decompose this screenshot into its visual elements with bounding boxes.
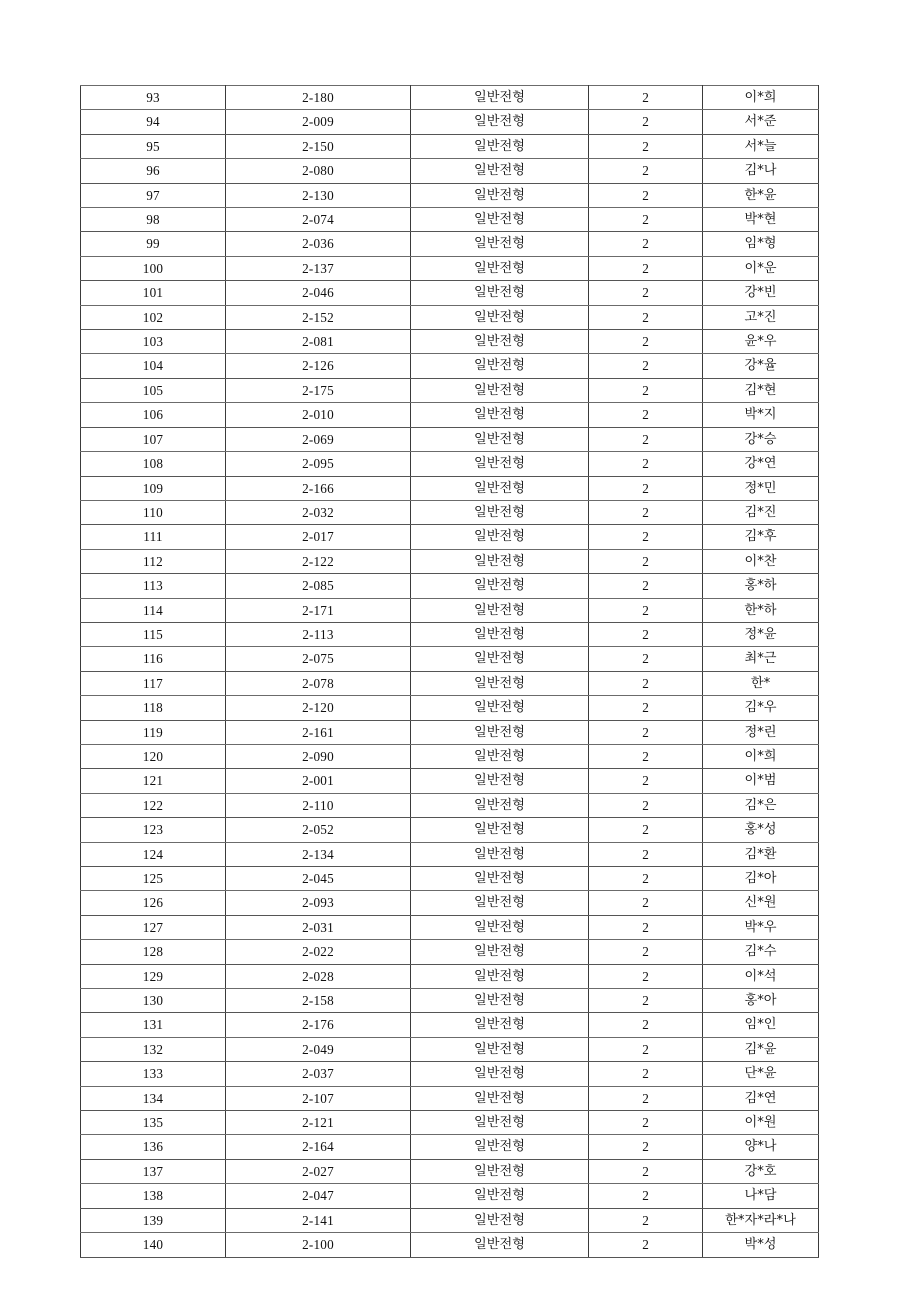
cell-grade-level: 2 xyxy=(589,1208,703,1232)
cell-applicant-name: 서*늘 xyxy=(703,134,819,158)
cell-grade-level: 2 xyxy=(589,305,703,329)
cell-admission-type: 일반전형 xyxy=(411,842,589,866)
table-row xyxy=(81,867,819,891)
cell-grade-level: 2 xyxy=(589,86,703,110)
table-row xyxy=(81,842,819,866)
cell-exam-number: 2-171 xyxy=(226,598,411,622)
cell-applicant-name: 김*현 xyxy=(703,378,819,402)
cell-sequence-number: 121 xyxy=(81,769,226,793)
cell-admission-type: 일반전형 xyxy=(411,1013,589,1037)
cell-admission-type: 일반전형 xyxy=(411,989,589,1013)
cell-sequence-number: 107 xyxy=(81,427,226,451)
table-row xyxy=(81,549,819,573)
cell-sequence-number: 99 xyxy=(81,232,226,256)
cell-applicant-name: 김*나 xyxy=(703,159,819,183)
cell-admission-type: 일반전형 xyxy=(411,1135,589,1159)
cell-sequence-number: 116 xyxy=(81,647,226,671)
cell-sequence-number: 95 xyxy=(81,134,226,158)
cell-admission-type: 일반전형 xyxy=(411,1086,589,1110)
cell-sequence-number: 132 xyxy=(81,1037,226,1061)
table-row xyxy=(81,427,819,451)
cell-sequence-number: 139 xyxy=(81,1208,226,1232)
cell-exam-number: 2-130 xyxy=(226,183,411,207)
cell-grade-level: 2 xyxy=(589,476,703,500)
cell-sequence-number: 93 xyxy=(81,86,226,110)
cell-grade-level: 2 xyxy=(589,525,703,549)
cell-admission-type: 일반전형 xyxy=(411,159,589,183)
cell-applicant-name: 이*희 xyxy=(703,744,819,768)
cell-applicant-name: 김*연 xyxy=(703,1086,819,1110)
cell-applicant-name: 박*지 xyxy=(703,403,819,427)
cell-exam-number: 2-080 xyxy=(226,159,411,183)
cell-applicant-name: 임*인 xyxy=(703,1013,819,1037)
cell-admission-type: 일반전형 xyxy=(411,696,589,720)
cell-sequence-number: 112 xyxy=(81,549,226,573)
table-row xyxy=(81,281,819,305)
cell-applicant-name: 강*빈 xyxy=(703,281,819,305)
cell-applicant-name: 한*윤 xyxy=(703,183,819,207)
cell-admission-type: 일반전형 xyxy=(411,818,589,842)
cell-applicant-name: 김*환 xyxy=(703,842,819,866)
table-row xyxy=(81,330,819,354)
cell-applicant-name: 한*자*라*나 xyxy=(703,1208,819,1232)
table-row xyxy=(81,793,819,817)
cell-exam-number: 2-047 xyxy=(226,1184,411,1208)
cell-sequence-number: 131 xyxy=(81,1013,226,1037)
table-row xyxy=(81,1208,819,1232)
cell-grade-level: 2 xyxy=(589,744,703,768)
cell-exam-number: 2-001 xyxy=(226,769,411,793)
cell-grade-level: 2 xyxy=(589,281,703,305)
cell-admission-type: 일반전형 xyxy=(411,86,589,110)
cell-applicant-name: 이*원 xyxy=(703,1111,819,1135)
cell-applicant-name: 홍*하 xyxy=(703,574,819,598)
cell-sequence-number: 120 xyxy=(81,744,226,768)
cell-sequence-number: 104 xyxy=(81,354,226,378)
table-row xyxy=(81,159,819,183)
cell-admission-type: 일반전형 xyxy=(411,940,589,964)
cell-exam-number: 2-085 xyxy=(226,574,411,598)
cell-grade-level: 2 xyxy=(589,1037,703,1061)
cell-admission-type: 일반전형 xyxy=(411,1184,589,1208)
cell-applicant-name: 최*근 xyxy=(703,647,819,671)
table-row xyxy=(81,525,819,549)
cell-sequence-number: 105 xyxy=(81,378,226,402)
cell-grade-level: 2 xyxy=(589,134,703,158)
table-row xyxy=(81,818,819,842)
table-row xyxy=(81,232,819,256)
cell-grade-level: 2 xyxy=(589,622,703,646)
cell-sequence-number: 118 xyxy=(81,696,226,720)
cell-sequence-number: 134 xyxy=(81,1086,226,1110)
cell-exam-number: 2-052 xyxy=(226,818,411,842)
cell-applicant-name: 김*은 xyxy=(703,793,819,817)
cell-admission-type: 일반전형 xyxy=(411,891,589,915)
cell-applicant-name: 김*후 xyxy=(703,525,819,549)
cell-applicant-name: 김*아 xyxy=(703,867,819,891)
cell-applicant-name: 정*린 xyxy=(703,720,819,744)
cell-grade-level: 2 xyxy=(589,1135,703,1159)
cell-sequence-number: 117 xyxy=(81,671,226,695)
cell-grade-level: 2 xyxy=(589,452,703,476)
table-row xyxy=(81,598,819,622)
table-row xyxy=(81,574,819,598)
table-row xyxy=(81,305,819,329)
table-row xyxy=(81,500,819,524)
cell-admission-type: 일반전형 xyxy=(411,915,589,939)
cell-admission-type: 일반전형 xyxy=(411,1159,589,1183)
cell-admission-type: 일반전형 xyxy=(411,232,589,256)
cell-applicant-name: 서*준 xyxy=(703,110,819,134)
cell-admission-type: 일반전형 xyxy=(411,744,589,768)
cell-exam-number: 2-152 xyxy=(226,305,411,329)
cell-applicant-name: 양*나 xyxy=(703,1135,819,1159)
cell-exam-number: 2-075 xyxy=(226,647,411,671)
cell-applicant-name: 강*연 xyxy=(703,452,819,476)
cell-exam-number: 2-009 xyxy=(226,110,411,134)
cell-grade-level: 2 xyxy=(589,647,703,671)
cell-applicant-name: 나*담 xyxy=(703,1184,819,1208)
cell-grade-level: 2 xyxy=(589,330,703,354)
cell-sequence-number: 133 xyxy=(81,1062,226,1086)
cell-admission-type: 일반전형 xyxy=(411,183,589,207)
cell-exam-number: 2-158 xyxy=(226,989,411,1013)
cell-applicant-name: 김*윤 xyxy=(703,1037,819,1061)
cell-exam-number: 2-049 xyxy=(226,1037,411,1061)
cell-applicant-name: 홍*성 xyxy=(703,818,819,842)
cell-grade-level: 2 xyxy=(589,183,703,207)
cell-sequence-number: 109 xyxy=(81,476,226,500)
table-row xyxy=(81,964,819,988)
cell-applicant-name: 정*민 xyxy=(703,476,819,500)
cell-exam-number: 2-045 xyxy=(226,867,411,891)
cell-grade-level: 2 xyxy=(589,964,703,988)
cell-admission-type: 일반전형 xyxy=(411,476,589,500)
cell-exam-number: 2-141 xyxy=(226,1208,411,1232)
cell-admission-type: 일반전형 xyxy=(411,671,589,695)
roster-table-container xyxy=(80,85,818,1258)
table-row xyxy=(81,476,819,500)
table-row xyxy=(81,134,819,158)
table-row xyxy=(81,354,819,378)
cell-exam-number: 2-180 xyxy=(226,86,411,110)
table-row xyxy=(81,671,819,695)
cell-exam-number: 2-161 xyxy=(226,720,411,744)
cell-applicant-name: 이*희 xyxy=(703,86,819,110)
table-row xyxy=(81,1086,819,1110)
cell-exam-number: 2-028 xyxy=(226,964,411,988)
cell-grade-level: 2 xyxy=(589,403,703,427)
cell-sequence-number: 110 xyxy=(81,500,226,524)
cell-exam-number: 2-032 xyxy=(226,500,411,524)
cell-sequence-number: 102 xyxy=(81,305,226,329)
cell-grade-level: 2 xyxy=(589,110,703,134)
cell-grade-level: 2 xyxy=(589,354,703,378)
cell-exam-number: 2-134 xyxy=(226,842,411,866)
cell-exam-number: 2-022 xyxy=(226,940,411,964)
cell-admission-type: 일반전형 xyxy=(411,330,589,354)
cell-admission-type: 일반전형 xyxy=(411,500,589,524)
cell-sequence-number: 111 xyxy=(81,525,226,549)
cell-grade-level: 2 xyxy=(589,915,703,939)
table-row xyxy=(81,1062,819,1086)
table-row xyxy=(81,1135,819,1159)
cell-exam-number: 2-027 xyxy=(226,1159,411,1183)
cell-applicant-name: 윤*우 xyxy=(703,330,819,354)
cell-grade-level: 2 xyxy=(589,769,703,793)
cell-admission-type: 일반전형 xyxy=(411,793,589,817)
cell-admission-type: 일반전형 xyxy=(411,647,589,671)
roster-table xyxy=(80,85,819,1258)
cell-exam-number: 2-046 xyxy=(226,281,411,305)
cell-grade-level: 2 xyxy=(589,256,703,280)
cell-sequence-number: 125 xyxy=(81,867,226,891)
table-row xyxy=(81,1013,819,1037)
cell-admission-type: 일반전형 xyxy=(411,598,589,622)
cell-exam-number: 2-122 xyxy=(226,549,411,573)
table-row xyxy=(81,86,819,110)
table-row xyxy=(81,696,819,720)
cell-sequence-number: 119 xyxy=(81,720,226,744)
cell-grade-level: 2 xyxy=(589,232,703,256)
cell-exam-number: 2-093 xyxy=(226,891,411,915)
roster-table-body xyxy=(81,86,819,1258)
cell-sequence-number: 96 xyxy=(81,159,226,183)
cell-applicant-name: 김*우 xyxy=(703,696,819,720)
cell-exam-number: 2-078 xyxy=(226,671,411,695)
cell-sequence-number: 115 xyxy=(81,622,226,646)
table-row xyxy=(81,891,819,915)
table-row xyxy=(81,256,819,280)
cell-grade-level: 2 xyxy=(589,696,703,720)
cell-admission-type: 일반전형 xyxy=(411,452,589,476)
table-row xyxy=(81,1184,819,1208)
table-row xyxy=(81,744,819,768)
cell-grade-level: 2 xyxy=(589,549,703,573)
cell-grade-level: 2 xyxy=(589,378,703,402)
cell-exam-number: 2-110 xyxy=(226,793,411,817)
cell-sequence-number: 122 xyxy=(81,793,226,817)
cell-sequence-number: 130 xyxy=(81,989,226,1013)
cell-applicant-name: 정*윤 xyxy=(703,622,819,646)
cell-grade-level: 2 xyxy=(589,1233,703,1257)
cell-applicant-name: 홍*아 xyxy=(703,989,819,1013)
cell-sequence-number: 98 xyxy=(81,208,226,232)
cell-sequence-number: 128 xyxy=(81,940,226,964)
cell-applicant-name: 강*호 xyxy=(703,1159,819,1183)
cell-exam-number: 2-081 xyxy=(226,330,411,354)
cell-admission-type: 일반전형 xyxy=(411,281,589,305)
cell-admission-type: 일반전형 xyxy=(411,867,589,891)
cell-applicant-name: 이*찬 xyxy=(703,549,819,573)
cell-applicant-name: 단*윤 xyxy=(703,1062,819,1086)
cell-admission-type: 일반전형 xyxy=(411,1233,589,1257)
cell-admission-type: 일반전형 xyxy=(411,208,589,232)
table-row xyxy=(81,452,819,476)
cell-sequence-number: 138 xyxy=(81,1184,226,1208)
table-row xyxy=(81,940,819,964)
cell-applicant-name: 임*형 xyxy=(703,232,819,256)
cell-admission-type: 일반전형 xyxy=(411,549,589,573)
cell-applicant-name: 박*현 xyxy=(703,208,819,232)
cell-admission-type: 일반전형 xyxy=(411,1208,589,1232)
cell-applicant-name: 고*진 xyxy=(703,305,819,329)
cell-grade-level: 2 xyxy=(589,793,703,817)
table-row xyxy=(81,403,819,427)
cell-admission-type: 일반전형 xyxy=(411,354,589,378)
cell-exam-number: 2-036 xyxy=(226,232,411,256)
cell-applicant-name: 박*우 xyxy=(703,915,819,939)
cell-grade-level: 2 xyxy=(589,1159,703,1183)
cell-applicant-name: 강*승 xyxy=(703,427,819,451)
table-row xyxy=(81,1233,819,1257)
cell-exam-number: 2-175 xyxy=(226,378,411,402)
cell-applicant-name: 이*운 xyxy=(703,256,819,280)
table-row xyxy=(81,208,819,232)
cell-grade-level: 2 xyxy=(589,208,703,232)
cell-sequence-number: 127 xyxy=(81,915,226,939)
cell-exam-number: 2-120 xyxy=(226,696,411,720)
cell-exam-number: 2-017 xyxy=(226,525,411,549)
table-row xyxy=(81,769,819,793)
cell-applicant-name: 한* xyxy=(703,671,819,695)
cell-grade-level: 2 xyxy=(589,989,703,1013)
cell-admission-type: 일반전형 xyxy=(411,378,589,402)
cell-exam-number: 2-010 xyxy=(226,403,411,427)
cell-sequence-number: 108 xyxy=(81,452,226,476)
table-row xyxy=(81,989,819,1013)
cell-applicant-name: 김*수 xyxy=(703,940,819,964)
table-row xyxy=(81,378,819,402)
cell-grade-level: 2 xyxy=(589,1111,703,1135)
cell-admission-type: 일반전형 xyxy=(411,769,589,793)
cell-sequence-number: 97 xyxy=(81,183,226,207)
cell-admission-type: 일반전형 xyxy=(411,305,589,329)
table-row xyxy=(81,720,819,744)
cell-admission-type: 일반전형 xyxy=(411,1037,589,1061)
cell-sequence-number: 113 xyxy=(81,574,226,598)
cell-grade-level: 2 xyxy=(589,720,703,744)
cell-sequence-number: 136 xyxy=(81,1135,226,1159)
table-row xyxy=(81,1037,819,1061)
cell-sequence-number: 103 xyxy=(81,330,226,354)
cell-grade-level: 2 xyxy=(589,842,703,866)
cell-exam-number: 2-166 xyxy=(226,476,411,500)
cell-sequence-number: 135 xyxy=(81,1111,226,1135)
cell-exam-number: 2-031 xyxy=(226,915,411,939)
table-row xyxy=(81,183,819,207)
cell-grade-level: 2 xyxy=(589,891,703,915)
cell-sequence-number: 124 xyxy=(81,842,226,866)
cell-admission-type: 일반전형 xyxy=(411,622,589,646)
cell-exam-number: 2-107 xyxy=(226,1086,411,1110)
cell-exam-number: 2-164 xyxy=(226,1135,411,1159)
cell-applicant-name: 박*성 xyxy=(703,1233,819,1257)
cell-exam-number: 2-137 xyxy=(226,256,411,280)
cell-sequence-number: 94 xyxy=(81,110,226,134)
cell-admission-type: 일반전형 xyxy=(411,134,589,158)
cell-exam-number: 2-176 xyxy=(226,1013,411,1037)
cell-admission-type: 일반전형 xyxy=(411,574,589,598)
cell-grade-level: 2 xyxy=(589,1086,703,1110)
table-row xyxy=(81,1111,819,1135)
cell-admission-type: 일반전형 xyxy=(411,1062,589,1086)
cell-exam-number: 2-100 xyxy=(226,1233,411,1257)
table-row xyxy=(81,1159,819,1183)
cell-admission-type: 일반전형 xyxy=(411,427,589,451)
cell-grade-level: 2 xyxy=(589,159,703,183)
cell-admission-type: 일반전형 xyxy=(411,964,589,988)
cell-sequence-number: 129 xyxy=(81,964,226,988)
cell-grade-level: 2 xyxy=(589,500,703,524)
cell-sequence-number: 100 xyxy=(81,256,226,280)
cell-grade-level: 2 xyxy=(589,1013,703,1037)
cell-admission-type: 일반전형 xyxy=(411,403,589,427)
cell-exam-number: 2-121 xyxy=(226,1111,411,1135)
table-row xyxy=(81,622,819,646)
cell-grade-level: 2 xyxy=(589,1184,703,1208)
cell-exam-number: 2-095 xyxy=(226,452,411,476)
table-row xyxy=(81,915,819,939)
cell-applicant-name: 신*원 xyxy=(703,891,819,915)
cell-applicant-name: 강*율 xyxy=(703,354,819,378)
cell-exam-number: 2-074 xyxy=(226,208,411,232)
cell-admission-type: 일반전형 xyxy=(411,256,589,280)
cell-applicant-name: 이*석 xyxy=(703,964,819,988)
cell-grade-level: 2 xyxy=(589,574,703,598)
cell-applicant-name: 이*범 xyxy=(703,769,819,793)
cell-exam-number: 2-150 xyxy=(226,134,411,158)
cell-exam-number: 2-069 xyxy=(226,427,411,451)
table-row xyxy=(81,110,819,134)
table-row xyxy=(81,647,819,671)
cell-sequence-number: 126 xyxy=(81,891,226,915)
cell-sequence-number: 106 xyxy=(81,403,226,427)
cell-grade-level: 2 xyxy=(589,671,703,695)
cell-applicant-name: 한*하 xyxy=(703,598,819,622)
cell-grade-level: 2 xyxy=(589,940,703,964)
cell-exam-number: 2-090 xyxy=(226,744,411,768)
cell-grade-level: 2 xyxy=(589,598,703,622)
cell-grade-level: 2 xyxy=(589,1062,703,1086)
cell-grade-level: 2 xyxy=(589,818,703,842)
cell-admission-type: 일반전형 xyxy=(411,525,589,549)
cell-sequence-number: 140 xyxy=(81,1233,226,1257)
cell-sequence-number: 123 xyxy=(81,818,226,842)
cell-sequence-number: 114 xyxy=(81,598,226,622)
cell-admission-type: 일반전형 xyxy=(411,110,589,134)
cell-admission-type: 일반전형 xyxy=(411,1111,589,1135)
cell-grade-level: 2 xyxy=(589,867,703,891)
cell-grade-level: 2 xyxy=(589,427,703,451)
cell-sequence-number: 101 xyxy=(81,281,226,305)
cell-exam-number: 2-126 xyxy=(226,354,411,378)
cell-sequence-number: 137 xyxy=(81,1159,226,1183)
cell-admission-type: 일반전형 xyxy=(411,720,589,744)
cell-exam-number: 2-037 xyxy=(226,1062,411,1086)
cell-applicant-name: 김*진 xyxy=(703,500,819,524)
cell-exam-number: 2-113 xyxy=(226,622,411,646)
